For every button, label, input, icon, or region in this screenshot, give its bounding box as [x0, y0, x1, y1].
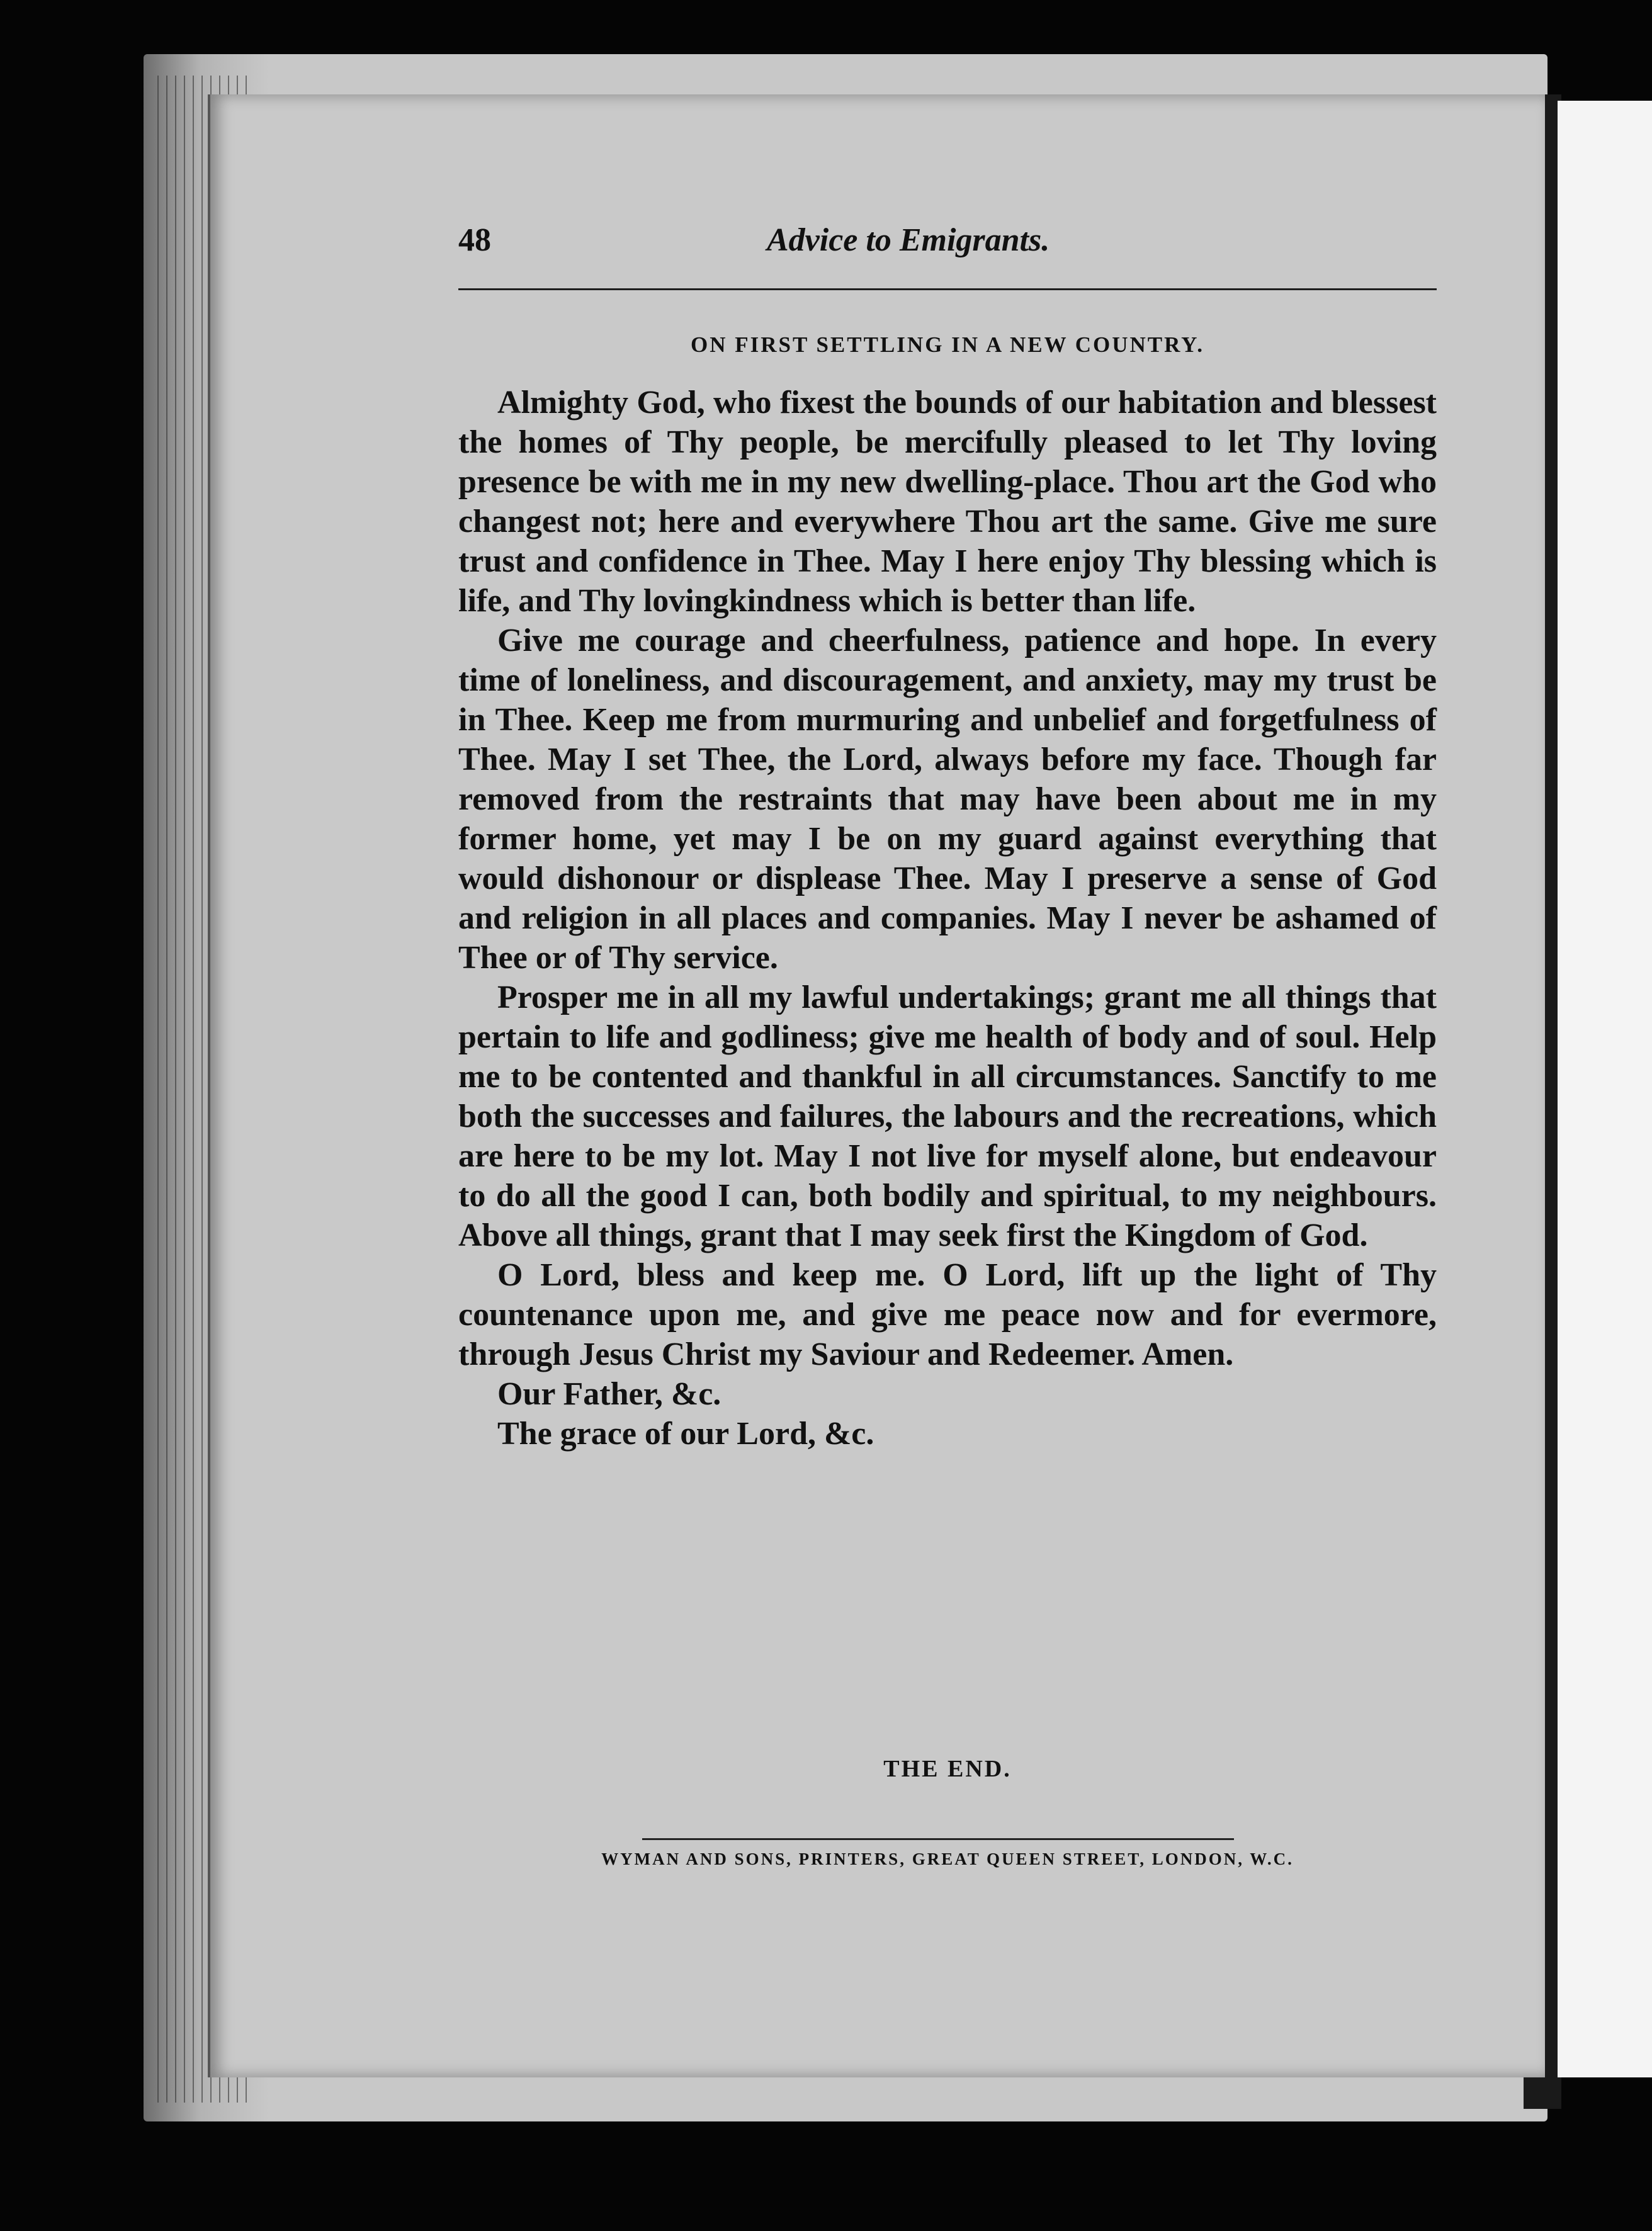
paragraph: The grace of our Lord, &c.: [497, 1416, 874, 1452]
running-title: Advice to Emigrants.: [767, 222, 1050, 258]
page-number: 48: [458, 222, 491, 258]
running-header: [458, 222, 1437, 266]
prayer-text: [458, 383, 1437, 1454]
the-end-label: THE END.: [883, 1756, 1012, 1782]
paragraph: Our Father, &c.: [497, 1376, 721, 1412]
paragraph: Prosper me in all my lawful undertakings; grant me all things that pertain to life and godliness; give me health of body and of soul. Help me to be contented and thankful in all circumstances. Sanctify to me both the successes and failures, the labours and the recreations, which are here to be my lot. May I not live for myself alone, but endeavour to do all the good I can, both bodily and spiritual, to my neighbours. Above all things, grant that I may seek first the Kingdom of God.: [458, 980, 1437, 1253]
facing-page-edge: [1558, 101, 1652, 2077]
header-rule: [458, 288, 1437, 290]
paragraph: Almighty God, who fixest the bounds of our habitation and blessest the homes of Thy people, be mercifully pleased to let Thy loving presence be with me in my new dwelling-place. Thou art the God who changest not; here and everywhere Thou art the same. Give me sure trust and confidence in Thee. May I here enjoy Thy blessing which is life, and Thy lovingkindness which is better than life.: [458, 385, 1437, 619]
printer-imprint: WYMAN AND SONS, PRINTERS, GREAT QUEEN STREET, LONDON, W.C.: [601, 1850, 1294, 1868]
section-title: ON FIRST SETTLING IN A NEW COUNTRY.: [691, 332, 1204, 357]
footer-rule: [642, 1838, 1234, 1840]
paragraph: Give me courage and cheerfulness, patience and hope. In every time of loneliness, and discouragement, and anxiety, may my trust be in Thee. Keep me from murmuring and unbelief and forgetfulness of Thee. May I set Thee, the Lord, always before my face. Though far removed from the restraints that may have been about me in my former home, yet may I be on my guard against everything that would dishonour or displease Thee. May I preserve a sense of God and religion in all places and companies. May I never be ashamed of Thee or of Thy service.: [458, 623, 1437, 976]
paragraph: O Lord, bless and keep me. O Lord, lift up the light of Thy countenance upon me, and give me peace now and for evermore, through Jesus Christ my Saviour and Redeemer. Amen.: [458, 1257, 1437, 1372]
